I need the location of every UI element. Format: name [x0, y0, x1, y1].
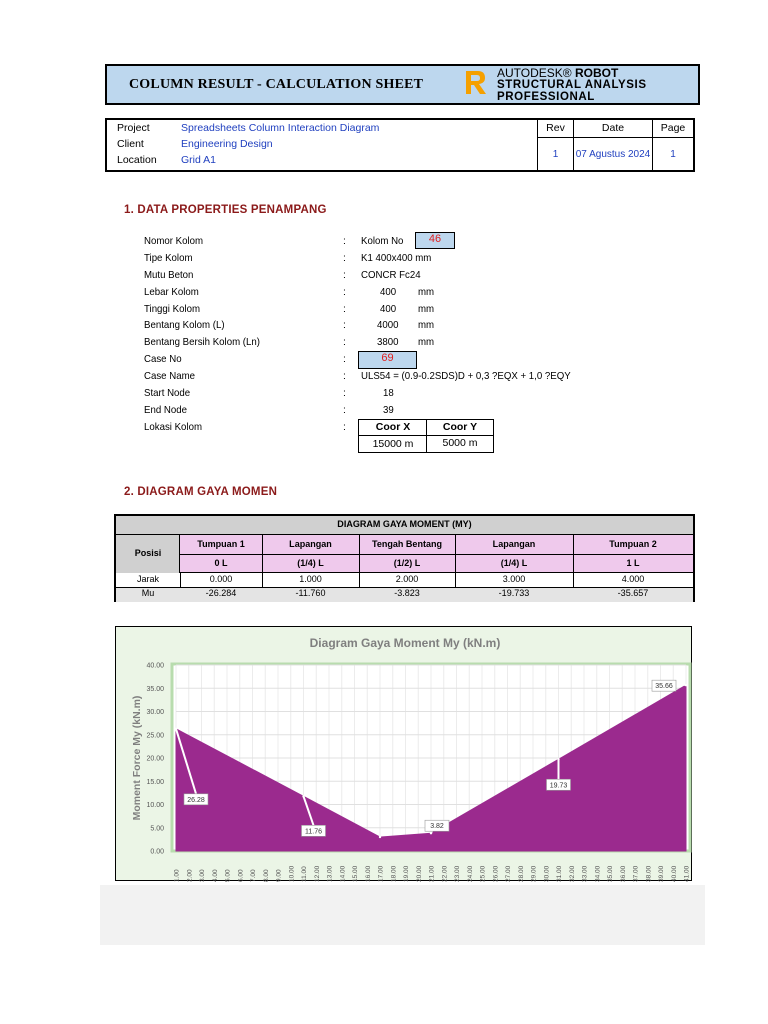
x-tick-label: 1.00: [173, 869, 181, 882]
prop-colon: :: [343, 353, 346, 365]
rev-header: Rev: [546, 122, 565, 134]
x-tick-label: 40.00: [670, 865, 678, 882]
prop-value-start-node: 18: [383, 387, 394, 399]
prop-unit-lebar-kolom: mm: [418, 286, 435, 298]
x-tick-label: 28.00: [517, 865, 525, 882]
location-label: Location: [117, 154, 157, 166]
x-tick-label: 6.00: [237, 869, 245, 882]
page-header: Page: [660, 122, 686, 134]
coor-y-header: Coor Y: [442, 421, 478, 433]
x-tick-label: 10.00: [288, 865, 296, 882]
x-tick-label: 3.00: [199, 869, 206, 882]
project-value: Spreadsheets Column Interaction Diagram: [181, 122, 380, 134]
y-tick-label: 10.00: [146, 802, 164, 809]
prop-label-mutu-beton: Mutu Beton: [144, 269, 194, 281]
prop-label-case-no: Case No: [144, 353, 182, 365]
x-tick-label: 12.00: [313, 865, 321, 882]
coor-x-header: Coor X: [375, 421, 411, 433]
mu-value: -19.733: [498, 588, 530, 599]
subheader-quarter-L-2: (1/4) L: [500, 558, 528, 569]
prop-colon: :: [343, 421, 346, 433]
y-tick-label: 15.00: [146, 778, 164, 786]
header-tumpuan-2: Tumpuan 2: [609, 539, 657, 550]
prop-value-case-name: ULS54 = (0.9-0.2SDS)D + 0,3 ?EQX + 1,0 ?EQY: [361, 370, 571, 382]
y-tick-label: 40.00: [146, 662, 164, 670]
chart-title: Diagram Gaya Moment My (kN.m): [309, 636, 501, 650]
prop-colon: :: [343, 370, 346, 382]
prop-colon: :: [343, 252, 346, 264]
header-tengah-bentang: Tengah Bentang: [371, 539, 443, 550]
x-tick-label: 5.00: [224, 869, 232, 882]
prop-value-bentang-bersih: 3800: [377, 336, 399, 348]
sheet-footer-area: [100, 885, 705, 945]
sheet-header: [105, 64, 700, 105]
coor-y-value: 5000 m: [442, 437, 478, 449]
row-label-jarak: Jarak: [136, 574, 160, 585]
row-label-mu: Mu: [141, 588, 155, 599]
x-tick-label: 2.00: [186, 869, 194, 882]
prop-label-end-node: End Node: [144, 404, 187, 416]
prop-label-tinggi-kolom: Tinggi Kolom: [144, 303, 201, 315]
sheet-title: COLUMN RESULT - CALCULATION SHEET: [129, 77, 424, 92]
date-value: 07 Agustus 2024: [575, 149, 651, 160]
y-axis-label: Moment Force My (kN.m): [131, 695, 143, 821]
x-tick-label: 25.00: [479, 865, 487, 882]
posisi-label: Posisi: [134, 548, 162, 559]
x-tick-label: 41.00: [683, 865, 691, 882]
x-tick-label: 38.00: [645, 865, 653, 882]
y-tick-label: 30.00: [146, 709, 164, 716]
prop-colon: :: [343, 235, 346, 247]
prop-unit-bentang-bersih: mm: [418, 336, 435, 348]
moment-table: [114, 514, 695, 602]
x-tick-label: 22.00: [441, 865, 449, 882]
moment-chart: [115, 626, 692, 881]
x-tick-label: 39.00: [658, 865, 665, 882]
jarak-value: 3.000: [502, 574, 526, 585]
x-tick-label: 17.00: [377, 865, 385, 882]
mu-value: -35.657: [617, 588, 649, 599]
x-tick-label: 27.00: [505, 865, 512, 882]
data-label: 19.73: [549, 782, 568, 790]
x-tick-label: 37.00: [632, 865, 640, 882]
subheader-0L: 0 L: [214, 558, 228, 569]
logo-brand-robot: ROBOT: [574, 66, 619, 80]
x-tick-label: 8.00: [262, 869, 270, 882]
data-label: 26.28: [187, 796, 205, 804]
prop-value-kolom-no: Kolom No: [361, 235, 404, 247]
prop-colon: :: [343, 319, 346, 331]
divider: [180, 554, 693, 555]
subheader-half-L: (1/2) L: [393, 558, 421, 569]
x-tick-label: 19.00: [403, 865, 410, 882]
x-tick-label: 18.00: [390, 865, 398, 882]
subheader-1L: 1 L: [626, 558, 640, 569]
moment-chart-svg: [116, 627, 693, 882]
date-header: Date: [601, 122, 625, 134]
x-tick-label: 4.00: [211, 869, 219, 882]
x-tick-label: 31.00: [556, 865, 563, 882]
header-lapangan-2: Lapangan: [492, 539, 536, 550]
x-tick-label: 7.00: [250, 869, 257, 882]
prop-label-start-node: Start Node: [144, 387, 191, 399]
jarak-value: 2.000: [395, 574, 419, 585]
mu-value: -3.823: [394, 588, 420, 599]
section-1-title: 1. DATA PROPERTIES PENAMPANG: [124, 204, 327, 216]
logo-line-professional: PROFESSIONAL: [497, 91, 595, 103]
prop-label-tipe-kolom: Tipe Kolom: [144, 252, 193, 264]
project-label: Project: [117, 122, 150, 134]
mu-value: -11.760: [295, 588, 326, 599]
logo-brand-autodesk: AUTODESK: [497, 66, 563, 80]
prop-value-tinggi-kolom: 400: [380, 303, 397, 315]
y-tick-label: 0.00: [150, 848, 164, 856]
client-value: Engineering Design: [181, 138, 273, 150]
prop-colon: :: [343, 387, 346, 399]
prop-colon: :: [343, 303, 346, 315]
x-tick-label: 33.00: [581, 865, 589, 882]
header-lapangan-1: Lapangan: [289, 539, 332, 550]
x-tick-label: 20.00: [415, 865, 423, 882]
section-2-title: 2. DIAGRAM GAYA MOMEN: [124, 486, 278, 498]
kolom-no-input[interactable]: 46: [415, 232, 455, 249]
prop-label-bentang-kolom: Bentang Kolom (L): [144, 319, 225, 331]
x-tick-label: 13.00: [326, 865, 334, 882]
data-point: [379, 836, 381, 838]
x-tick-label: 15.00: [352, 865, 359, 882]
moment-table-title: DIAGRAM GAYA MOMENT (MY): [337, 519, 472, 530]
prop-label-bentang-bersih: Bentang Bersih Kolom (Ln): [144, 336, 260, 348]
x-tick-label: 36.00: [619, 865, 627, 882]
prop-value-tipe-kolom: K1 400x400 mm: [361, 252, 432, 264]
mu-value: -26.284: [205, 588, 237, 599]
x-tick-label: 21.00: [428, 865, 436, 882]
x-tick-label: 29.00: [530, 865, 538, 882]
divider: [537, 137, 693, 138]
prop-colon: :: [343, 269, 346, 281]
x-tick-label: 9.00: [275, 869, 283, 882]
client-label: Client: [117, 138, 144, 150]
prop-value-mutu-beton: CONCR Fc24: [361, 269, 421, 281]
prop-colon: :: [343, 286, 346, 298]
y-tick-label: 25.00: [146, 732, 164, 740]
y-tick-label: 5.00: [150, 825, 164, 833]
coor-x-value: 15000 m: [372, 438, 414, 450]
data-label: 3.82: [430, 823, 444, 831]
y-tick-label: 35.00: [146, 685, 164, 693]
y-tick-label: 20.00: [146, 755, 164, 763]
jarak-value: 4.000: [621, 574, 645, 585]
location-value: Grid A1: [181, 154, 217, 166]
prop-value-lebar-kolom: 400: [380, 286, 397, 298]
x-tick-label: 11.00: [301, 866, 308, 882]
rev-value: 1: [552, 149, 559, 160]
x-tick-label: 34.00: [594, 865, 602, 882]
prop-label-nomor-kolom: Nomor Kolom: [144, 235, 204, 247]
project-info-table: [105, 118, 695, 172]
logo-line-structural: STRUCTURAL ANALYSIS: [497, 79, 647, 91]
prop-colon: :: [343, 336, 346, 348]
case-no-input[interactable]: 69: [358, 351, 417, 369]
x-tick-label: 26.00: [492, 865, 500, 882]
x-tick-label: 14.00: [339, 865, 347, 882]
jarak-value: 1.000: [299, 574, 322, 585]
header-tumpuan-1: Tumpuan 1: [197, 539, 245, 550]
page-value: 1: [670, 149, 676, 160]
x-tick-label: 16.00: [364, 865, 372, 882]
prop-label-lokasi-kolom: Lokasi Kolom: [144, 421, 202, 433]
x-tick-label: 30.00: [543, 865, 551, 882]
x-tick-label: 32.00: [568, 865, 576, 882]
prop-unit-bentang-kolom: mm: [418, 319, 435, 331]
x-tick-label: 24.00: [466, 865, 474, 882]
x-tick-label: 35.00: [607, 865, 614, 882]
prop-colon: :: [343, 404, 346, 416]
subheader-quarter-L: (1/4) L: [297, 558, 324, 569]
logo-brand-line: AUTODESK® ROBOT: [497, 66, 619, 80]
coordinate-table: [358, 419, 494, 453]
divider: [359, 435, 493, 436]
prop-value-end-node: 39: [383, 404, 394, 416]
robot-logo-icon: [463, 68, 489, 96]
data-label: 35.66: [655, 683, 673, 691]
prop-label-case-name: Case Name: [144, 370, 196, 382]
jarak-value: 0.000: [209, 574, 233, 585]
prop-value-bentang-kolom: 4000: [377, 319, 399, 331]
data-label: 11.76: [305, 828, 322, 836]
x-tick-label: 23.00: [454, 865, 461, 882]
prop-unit-tinggi-kolom: mm: [418, 303, 435, 315]
prop-label-lebar-kolom: Lebar Kolom: [144, 286, 199, 298]
